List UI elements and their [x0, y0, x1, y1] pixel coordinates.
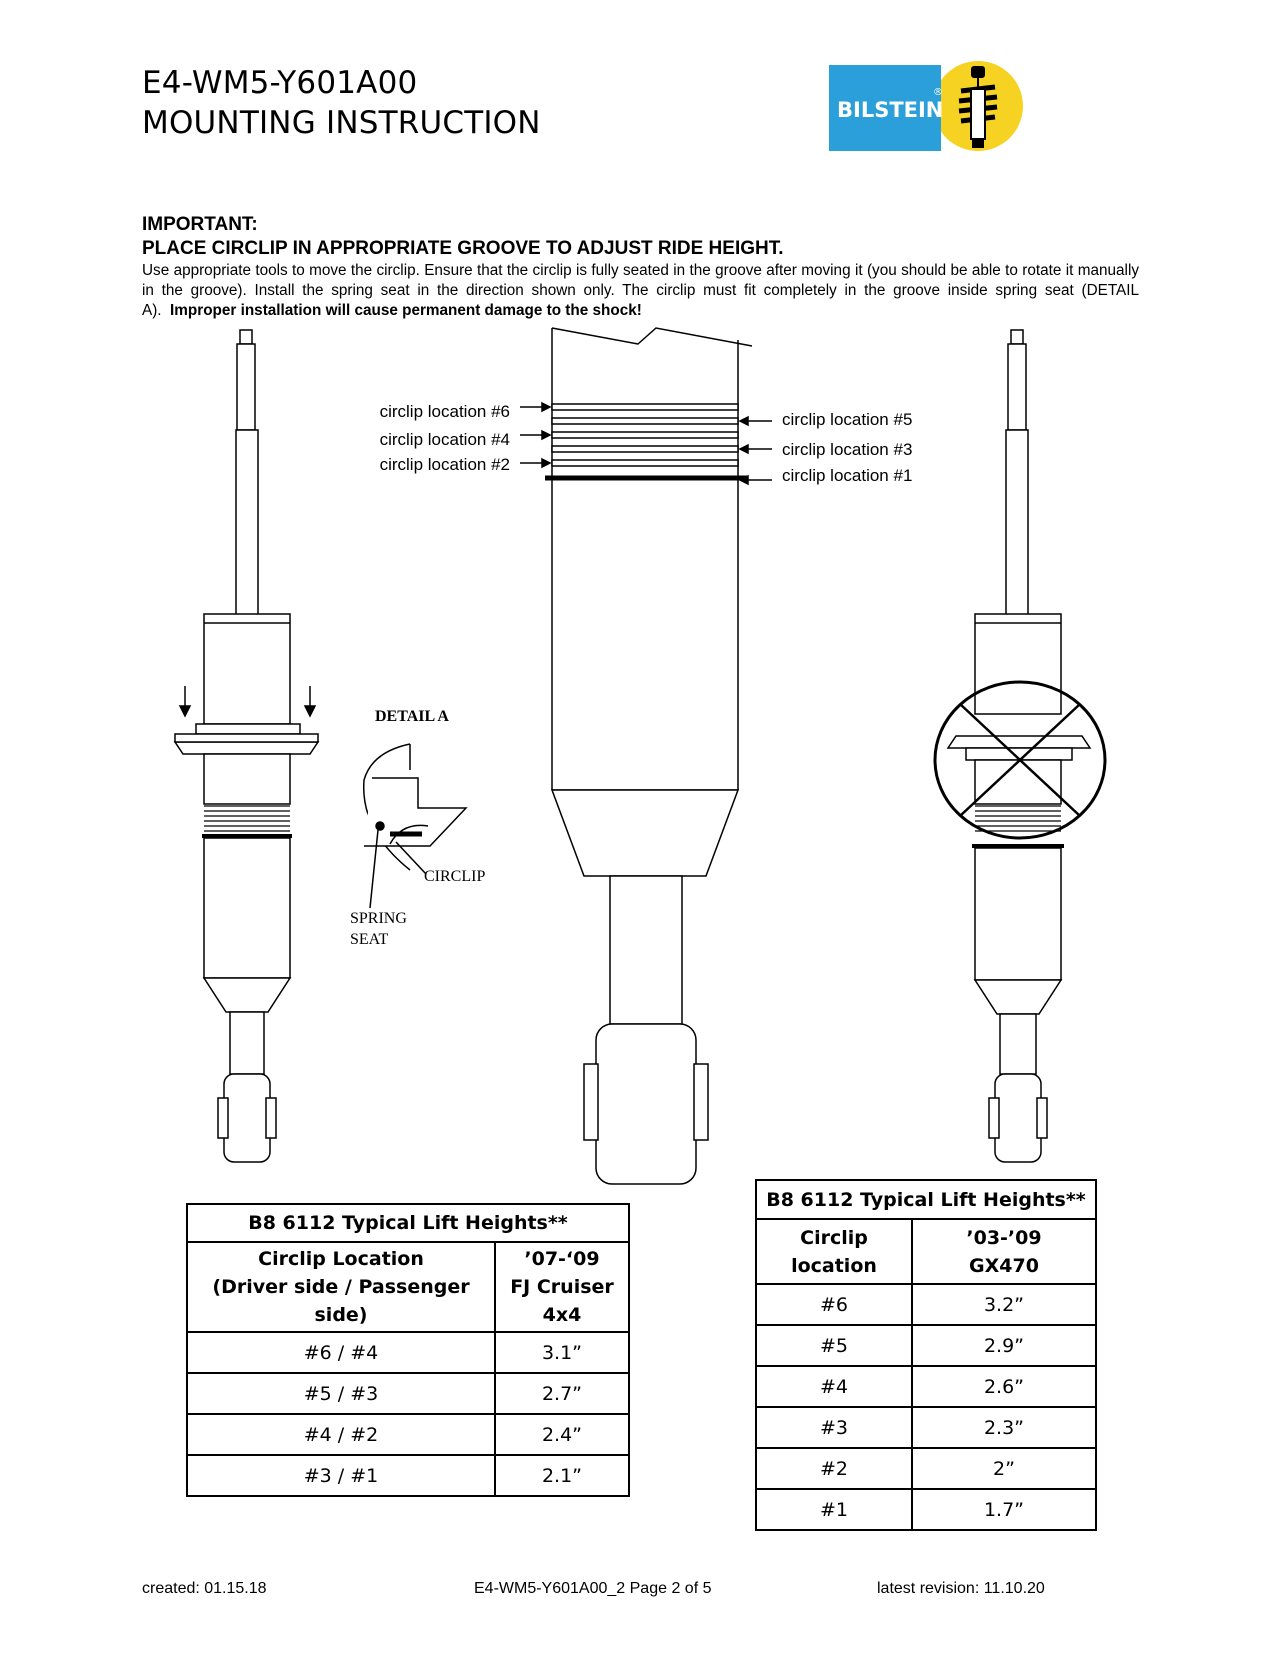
gx-col1-header-line2: location: [791, 1254, 877, 1277]
detail-a-title: DETAIL A: [375, 708, 449, 725]
spring-seat-callout-1: SPRING: [350, 910, 407, 927]
gx-col1-header-line1: Circlip: [800, 1226, 868, 1249]
gx-row-location: #5: [756, 1325, 912, 1366]
gx470-lift-table: [755, 1179, 1097, 1531]
spring-seat-callout-2: SEAT: [350, 931, 389, 948]
circlip-location-1-label: circlip location #1: [782, 466, 913, 485]
gx-row-location: #6: [756, 1284, 912, 1325]
fj-table-title: B8 6112 Typical Lift Heights**: [187, 1204, 629, 1242]
circlip-location-3-label: circlip location #3: [782, 440, 913, 459]
circlip-callout: CIRCLIP: [424, 868, 486, 885]
logo-text: BILSTEIN: [837, 98, 944, 122]
fj-row-height: 2.7”: [495, 1373, 629, 1414]
table-row: [756, 1489, 1096, 1530]
table-row: [187, 1373, 629, 1414]
footer-revision-date: latest revision: 11.10.20: [877, 1580, 1045, 1597]
important-subheading: PLACE CIRCLIP IN APPROPRIATE GROOVE TO ADJUST RIDE HEIGHT.: [142, 238, 784, 259]
fj-row-location: #3 / #1: [187, 1455, 495, 1496]
fj-col1-header-line2: (Driver side / Passenger side): [212, 1276, 470, 1326]
document-code: E4-WM5-Y601A00: [142, 65, 418, 101]
document-title: MOUNTING INSTRUCTION: [142, 105, 541, 141]
fj-col2-header-line3: 4x4: [542, 1304, 582, 1326]
table-row: [187, 1455, 629, 1496]
gx-table-title: B8 6112 Typical Lift Heights**: [756, 1180, 1096, 1219]
table-row: [187, 1332, 629, 1373]
gx-row-height: 2”: [912, 1448, 1096, 1489]
damage-warning: Improper installation will cause permanent damage to the shock!: [170, 302, 642, 319]
table-row: [756, 1284, 1096, 1325]
table-row: [756, 1407, 1096, 1448]
gx-row-location: #3: [756, 1407, 912, 1448]
table-row: [187, 1414, 629, 1455]
gx-col2-header-line1: ’03-’09: [966, 1226, 1042, 1249]
gx-row-height: 1.7”: [912, 1489, 1096, 1530]
registered-mark: ®: [933, 87, 943, 98]
table-row: [756, 1366, 1096, 1407]
important-heading: IMPORTANT:: [142, 214, 258, 235]
instruction-body: Use appropriate tools to move the circlip. Ensure that the circlip is fully seated in the groove after moving it (you should be able to rotate it manually in the groove). Install the spring seat in the direction shown only. The circlip must fit completely in the groove inside spring seat (DETAIL A).: [142, 262, 1139, 319]
circlip-location-6-label: circlip location #6: [379, 402, 510, 421]
fj-col1-header-line1: Circlip Location: [258, 1248, 424, 1270]
circlip-location-5-label: circlip location #5: [782, 410, 913, 429]
fj-col-height-header: [495, 1242, 629, 1332]
circlip-location-2-label: circlip location #2: [379, 455, 510, 474]
fj-col-location-header: [187, 1242, 495, 1332]
fj-row-location: #6 / #4: [187, 1332, 495, 1373]
right-shock-drawing: [935, 330, 1105, 1162]
gx-row-height: 2.3”: [912, 1407, 1096, 1448]
gx-row-location: #1: [756, 1489, 912, 1530]
gx-row-location: #4: [756, 1366, 912, 1407]
table-row: [756, 1325, 1096, 1366]
gx-row-location: #2: [756, 1448, 912, 1489]
center-shock-drawing: [520, 328, 772, 1184]
table-row: [756, 1448, 1096, 1489]
gx-col-height-header: [912, 1219, 1096, 1284]
fj-col2-header-line2: FJ Cruiser: [510, 1276, 614, 1298]
gx-row-height: 2.9”: [912, 1325, 1096, 1366]
fj-row-location: #4 / #2: [187, 1414, 495, 1455]
gx-row-height: 3.2”: [912, 1284, 1096, 1325]
footer-created-date: created: 01.15.18: [142, 1580, 267, 1597]
fj-row-height: 3.1”: [495, 1332, 629, 1373]
fj-row-height: 2.1”: [495, 1455, 629, 1496]
fj-col2-header-line1: ’07-‘09: [524, 1248, 600, 1270]
fj-row-height: 2.4”: [495, 1414, 629, 1455]
gx-col2-header-line2: GX470: [969, 1254, 1039, 1277]
gx-col-location-header: [756, 1219, 912, 1284]
fj-cruiser-lift-table: [186, 1203, 630, 1497]
circlip-location-4-label: circlip location #4: [379, 430, 510, 449]
fj-row-location: #5 / #3: [187, 1373, 495, 1414]
footer-page-number: E4-WM5-Y601A00_2 Page 2 of 5: [474, 1580, 712, 1597]
gx-row-height: 2.6”: [912, 1366, 1096, 1407]
